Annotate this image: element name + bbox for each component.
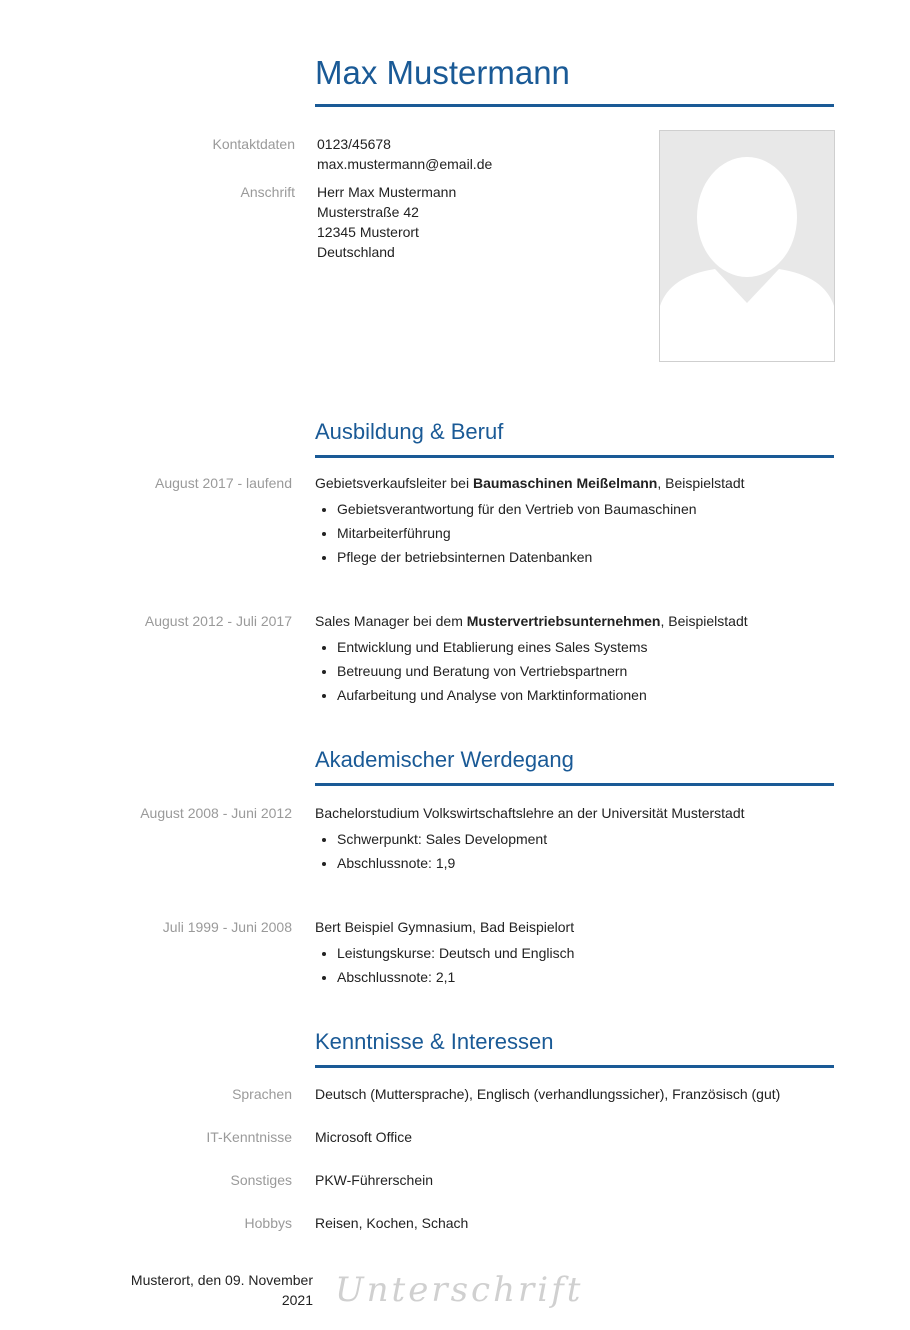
place-date-line: Musterort, den 09. November bbox=[130, 1272, 313, 1288]
entry-bullets bbox=[315, 635, 834, 707]
skill-value: PKW-Führerschein bbox=[315, 1172, 434, 1188]
list-item: • Gebietsverantwortung für den Vertrieb von Baumaschinen bbox=[337, 497, 834, 521]
entry-date: Juli 1999 - Juni 2008 bbox=[162, 919, 292, 935]
entry-date: August 2017 - laufend bbox=[155, 475, 292, 491]
entry-heading: Bert Beispiel Gymnasium, Bad Beispielort bbox=[315, 919, 575, 935]
career-entry bbox=[315, 473, 834, 569]
list-item: • Betreuung und Beratung von Vertriebspartnern bbox=[337, 659, 834, 683]
skill-label: IT-Kenntnisse bbox=[206, 1129, 292, 1145]
entry-bullets bbox=[315, 497, 834, 569]
address-block bbox=[317, 182, 456, 262]
place-date-line: 2021 bbox=[281, 1292, 313, 1308]
title-divider bbox=[315, 104, 834, 107]
list-item: • Mitarbeiterführung bbox=[337, 521, 834, 545]
list-item: • Aufarbeitung und Analyse von Marktinformationen bbox=[337, 683, 834, 707]
email-value: max.mustermann@email.de bbox=[317, 156, 493, 172]
address-line: Herr Max Mustermann bbox=[317, 184, 457, 200]
entry-location: , Beispielstadt bbox=[657, 475, 745, 491]
address-line: Deutschland bbox=[317, 244, 395, 260]
list-item: • Entwicklung und Etablierung eines Sales Systems bbox=[337, 635, 834, 659]
list-item: • Abschlussnote: 2,1 bbox=[337, 965, 834, 989]
profile-photo bbox=[659, 130, 835, 362]
entry-heading bbox=[315, 473, 834, 493]
page-title: Max Mustermann bbox=[315, 54, 570, 91]
academic-entry bbox=[315, 917, 834, 989]
skill-value: Microsoft Office bbox=[315, 1129, 412, 1145]
section-divider bbox=[315, 455, 834, 458]
skill-value: Deutsch (Muttersprache), Englisch (verhandlungssicher), Französisch (gut) bbox=[315, 1086, 781, 1102]
skill-value: Reisen, Kochen, Schach bbox=[315, 1215, 469, 1231]
address-line: 12345 Musterort bbox=[317, 224, 419, 240]
entry-location: , Beispielstadt bbox=[660, 613, 748, 629]
list-item: • Schwerpunkt: Sales Development bbox=[337, 827, 834, 851]
contact-label: Kontaktdaten bbox=[212, 136, 295, 152]
entry-company: Mustervertriebsunternehmen bbox=[466, 613, 661, 629]
skill-label: Sonstiges bbox=[230, 1172, 292, 1188]
list-item: • Leistungskurse: Deutsch und Englisch bbox=[337, 941, 834, 965]
address-line: Musterstraße 42 bbox=[317, 204, 419, 220]
section-title-skills: Kenntnisse & Interessen bbox=[315, 1029, 554, 1054]
phone-value: 0123/45678 bbox=[317, 136, 391, 152]
section-divider bbox=[315, 1065, 834, 1068]
skill-label: Hobbys bbox=[244, 1215, 292, 1231]
entry-date: August 2008 - Juni 2012 bbox=[140, 805, 292, 821]
section-divider bbox=[315, 783, 834, 786]
contact-block bbox=[317, 134, 492, 174]
entry-heading bbox=[315, 611, 834, 631]
address-label: Anschrift bbox=[240, 184, 295, 200]
section-title-academic: Akademischer Werdegang bbox=[315, 747, 574, 772]
list-item: • Abschlussnote: 1,9 bbox=[337, 851, 834, 875]
signature: Unterschrift bbox=[335, 1270, 584, 1310]
entry-role: Sales Manager bei dem bbox=[315, 613, 467, 629]
skill-label: Sprachen bbox=[232, 1086, 292, 1102]
academic-entry bbox=[315, 803, 834, 875]
section-title-career: Ausbildung & Beruf bbox=[315, 419, 504, 444]
entry-role: Gebietsverkaufsleiter bei bbox=[315, 475, 473, 491]
entry-date: August 2012 - Juli 2017 bbox=[144, 613, 292, 629]
entry-bullets bbox=[315, 941, 834, 989]
list-item: • Pflege der betriebsinternen Datenbanken bbox=[337, 545, 834, 569]
person-silhouette-icon bbox=[660, 131, 834, 361]
place-date bbox=[110, 1270, 313, 1310]
career-entry bbox=[315, 611, 834, 707]
entry-bullets bbox=[315, 827, 834, 875]
entry-heading: Bachelorstudium Volkswirtschaftslehre an der Universität Musterstadt bbox=[315, 805, 745, 821]
entry-company: Baumaschinen Meißelmann bbox=[472, 475, 658, 491]
